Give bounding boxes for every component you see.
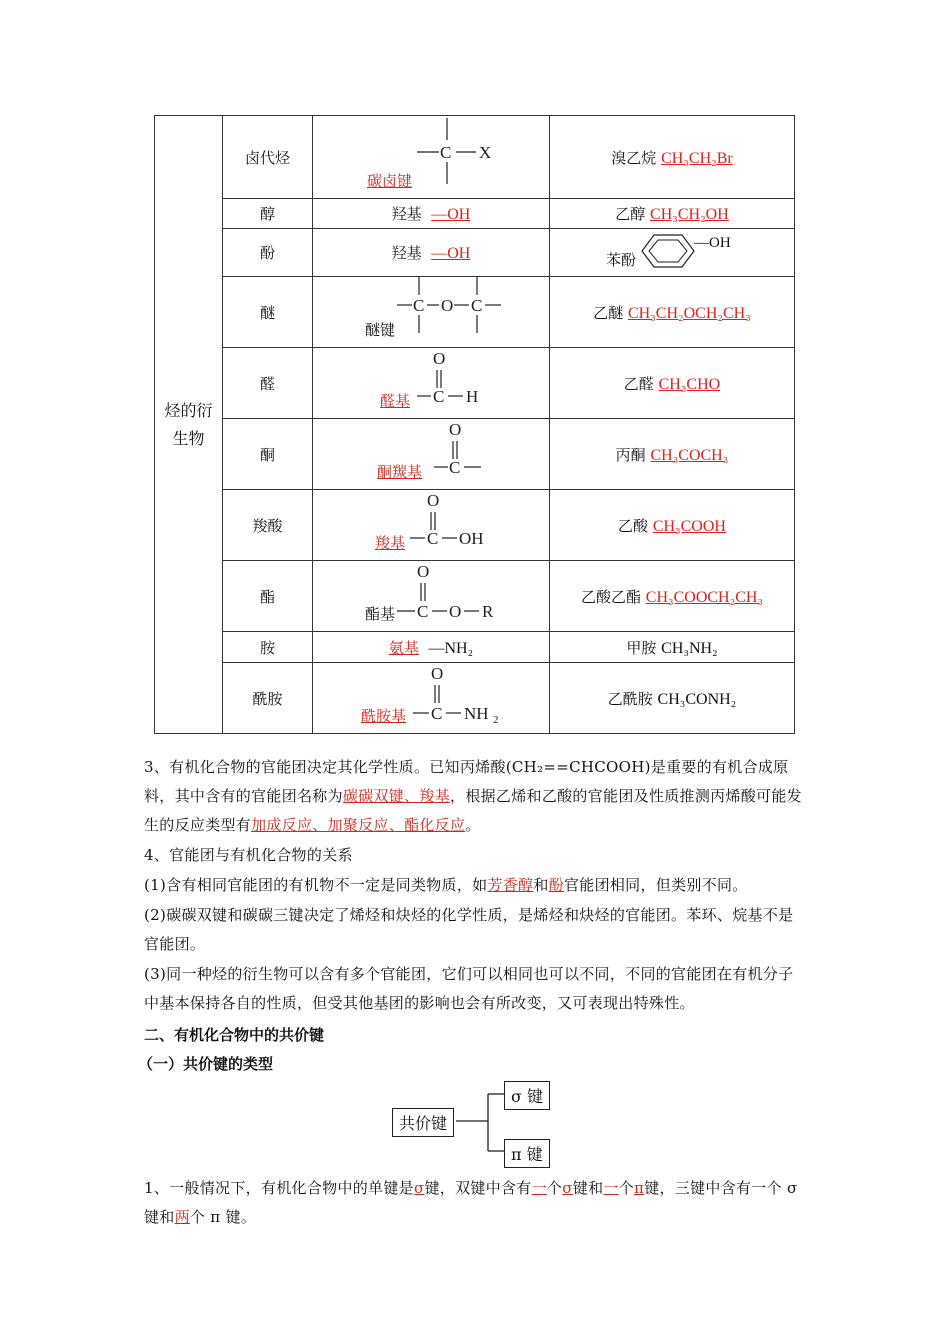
svg-text:C: C bbox=[471, 296, 483, 315]
structure-cell bbox=[313, 199, 550, 229]
table-row bbox=[155, 199, 795, 229]
structure-cell bbox=[313, 663, 550, 734]
svg-text:H: H bbox=[466, 387, 479, 406]
svg-text:C: C bbox=[433, 387, 445, 406]
example-formula: CH₃COOH bbox=[652, 517, 726, 535]
svg-text:O: O bbox=[441, 296, 454, 315]
svg-text:R: R bbox=[482, 602, 494, 621]
structure-cell bbox=[313, 277, 550, 348]
class-name: 酰胺 bbox=[223, 663, 313, 734]
class-name: 酮 bbox=[223, 419, 313, 490]
svg-text:C: C bbox=[417, 602, 429, 621]
struct-label: 醛基 bbox=[380, 392, 411, 410]
pi-bond-box: π 键 bbox=[504, 1139, 550, 1168]
example-cell bbox=[550, 419, 795, 490]
benzene-ring-icon bbox=[550, 229, 794, 276]
paragraph-4-3: (3)同一种烃的衍生物可以含有多个官能团，它们可以相同也可以不同，不同的官能团在有机分子中基本保持各自的性质，但受其他基团的影响也会有所改变，又可表现出特殊性。 bbox=[144, 965, 794, 1012]
svg-text:C: C bbox=[440, 143, 452, 162]
ester-structure bbox=[313, 561, 549, 631]
class-name: 胺 bbox=[223, 632, 313, 663]
table-row bbox=[155, 490, 795, 561]
class-name: 醇 bbox=[223, 199, 313, 229]
example-cell bbox=[550, 199, 795, 229]
example-formula: CH₃COCH₃ bbox=[650, 446, 729, 464]
svg-text:C: C bbox=[413, 296, 425, 315]
svg-text:OH: OH bbox=[459, 529, 484, 548]
structure-cell bbox=[313, 348, 550, 419]
example-name: 苯酚 bbox=[606, 251, 637, 269]
structure-cell bbox=[313, 116, 550, 199]
example-formula: CH₃COOCH₂CH₃ bbox=[645, 588, 763, 606]
ether-structure bbox=[313, 277, 549, 347]
category-cell bbox=[155, 116, 223, 734]
struct-group: —OH bbox=[431, 245, 471, 262]
example-formula: CH₃CHO bbox=[658, 375, 721, 393]
example-formula: CH₃CONH₂ bbox=[657, 690, 737, 708]
svg-text:NH: NH bbox=[464, 704, 489, 723]
class-name: 醛 bbox=[223, 348, 313, 419]
category-label: 烃的衍生物 bbox=[164, 400, 213, 448]
struct-label: 羟基 bbox=[391, 205, 422, 223]
struct-group: —NH₂ bbox=[428, 639, 474, 657]
aldehyde-structure bbox=[313, 348, 549, 418]
svg-text:C: C bbox=[431, 704, 443, 723]
example-cell bbox=[550, 663, 795, 734]
subsection-heading: （一）共价键的类型 bbox=[138, 1055, 274, 1073]
svg-text:O: O bbox=[449, 602, 462, 621]
covalent-bond-diagram bbox=[388, 1078, 568, 1168]
example-cell bbox=[550, 561, 795, 632]
svg-text:C: C bbox=[449, 458, 461, 477]
example-name: 乙酸 bbox=[618, 516, 649, 535]
svg-text:O: O bbox=[417, 562, 430, 581]
svg-text:C: C bbox=[427, 529, 439, 548]
struct-label: 羟基 bbox=[391, 244, 422, 262]
struct-group: —OH bbox=[431, 206, 471, 223]
class-name: 卤代烃 bbox=[223, 116, 313, 199]
example-name: 乙酰胺 bbox=[607, 689, 653, 708]
table-row bbox=[155, 632, 795, 663]
covalent-bond-box: 共价键 bbox=[392, 1108, 454, 1137]
paragraph-3: 3、有机化合物的官能团决定其化学性质。已知丙烯酸(CH₂==CHCOOH)是重要的有机合成原料，其中含有的官能团名称为碳碳双键、羧基，根据乙烯和乙酸的官能团及性质推测丙烯酸可能发生的反应类型有加成反应、加聚反应、酯化反应。 bbox=[144, 758, 802, 834]
carbon-halogen-structure bbox=[313, 116, 549, 198]
amide-structure bbox=[313, 663, 549, 733]
example-name: 甲胺 bbox=[626, 638, 657, 657]
carboxyl-structure bbox=[313, 490, 549, 560]
example-cell bbox=[550, 229, 795, 277]
example-formula: CH₃CH₂Br bbox=[661, 149, 733, 167]
structure-cell bbox=[313, 490, 550, 561]
example-formula: CH₃CH₂OCH₂CH₃ bbox=[628, 304, 751, 322]
structure-cell bbox=[313, 561, 550, 632]
example-formula: CH₃NH₂ bbox=[661, 639, 718, 657]
class-name: 酚 bbox=[223, 229, 313, 277]
structure-cell bbox=[313, 632, 550, 663]
structure-cell bbox=[313, 419, 550, 490]
table-row bbox=[155, 419, 795, 490]
example-cell bbox=[550, 490, 795, 561]
ketone-structure bbox=[313, 419, 549, 489]
svg-text:X: X bbox=[479, 143, 492, 162]
section-heading: 二、有机化合物中的共价键 bbox=[144, 1026, 325, 1044]
table-row bbox=[155, 277, 795, 348]
example-name: 丙酮 bbox=[615, 445, 646, 464]
paragraph-5: 1、一般情况下，有机化合物中的单键是σ键，双键中含有一个σ键和一个π键，三键中含有一个 σ 键和两个 π 键。 bbox=[144, 1179, 798, 1226]
svg-text:2: 2 bbox=[493, 714, 499, 726]
functional-group-table bbox=[154, 115, 795, 734]
example-name: 乙醛 bbox=[623, 374, 654, 393]
table-row bbox=[155, 561, 795, 632]
class-name: 羧酸 bbox=[223, 490, 313, 561]
example-cell bbox=[550, 277, 795, 348]
example-cell bbox=[550, 116, 795, 199]
struct-label: 酯基 bbox=[365, 605, 396, 623]
struct-label: 醚键 bbox=[365, 321, 396, 339]
class-name: 酯 bbox=[223, 561, 313, 632]
table-row bbox=[155, 229, 795, 277]
struct-label: 氨基 bbox=[388, 638, 419, 657]
paragraph-4-heading: 4、官能团与有机化合物的关系 bbox=[144, 846, 353, 864]
struct-label: 羧基 bbox=[375, 534, 406, 552]
svg-text:O: O bbox=[431, 664, 444, 683]
example-name: 乙酸乙酯 bbox=[581, 587, 642, 606]
structure-cell bbox=[313, 229, 550, 277]
example-formula: —OH bbox=[694, 235, 731, 251]
example-name: 乙醇 bbox=[615, 205, 646, 223]
svg-text:O: O bbox=[433, 349, 446, 368]
svg-text:O: O bbox=[427, 491, 440, 510]
struct-label: 酮羰基 bbox=[377, 463, 423, 481]
example-cell bbox=[550, 632, 795, 663]
class-name: 醚 bbox=[223, 277, 313, 348]
example-cell bbox=[550, 348, 795, 419]
example-name: 溴乙烷 bbox=[611, 148, 657, 167]
example-name: 乙醚 bbox=[593, 303, 624, 322]
struct-label: 碳卤键 bbox=[367, 172, 413, 190]
sigma-bond-box: σ 键 bbox=[504, 1081, 550, 1110]
struct-label: 酰胺基 bbox=[361, 707, 407, 725]
paragraph-4-1: (1)含有相同官能团的有机物不一定是同类物质，如芳香醇和酚官能团相同，但类别不同。 bbox=[144, 876, 748, 894]
table-row bbox=[155, 663, 795, 734]
svg-text:O: O bbox=[449, 420, 462, 439]
paragraph-4-2: (2)碳碳双键和碳碳三键决定了烯烃和炔烃的化学性质，是烯烃和炔烃的官能团。苯环、烷基不是官能团。 bbox=[144, 906, 794, 953]
table-row bbox=[155, 116, 795, 199]
table-row bbox=[155, 348, 795, 419]
example-formula: CH₃CH₂OH bbox=[650, 206, 729, 223]
